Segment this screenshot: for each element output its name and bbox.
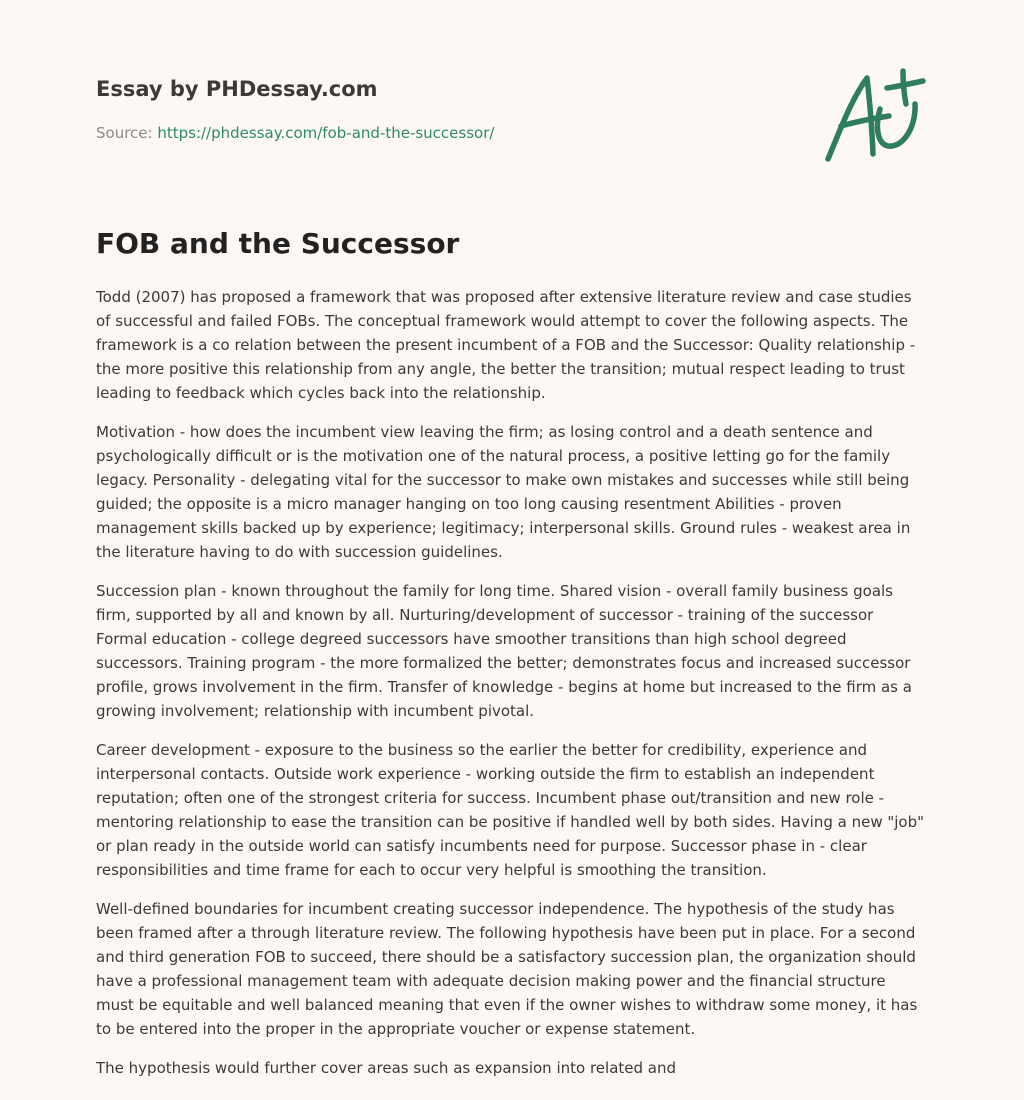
source-label: Source: xyxy=(96,124,158,142)
essay-body xyxy=(96,285,928,1095)
essay-paragraph: Well-defined boundaries for incumbent creating successor independence. The hypothesis of the study has been framed after a through literature review. The following hypothesis have been put in place. For a second and third generation FOB to succeed, there should be a satisfactory succession plan, the organization should have a professional management team with adequate decision making power and the financial structure must be equitable and well balanced meaning that even if the owner wishes to withdraw some money, it has to be entered into the proper in the appropriate voucher or expense statement. xyxy=(96,900,918,1038)
a-plus-logo xyxy=(823,66,928,166)
source-line xyxy=(96,124,494,142)
essay-paragraph: Motivation - how does the incumbent view leaving the firm; as losing control and a death sentence and psychologically difficult or is the motivation one of the natural process, a positive letting go for the family legacy. Personality - delegating vital for the successor to make own mistakes and successes while still being guided; the opposite is a micro manager hanging on too long causing resentment Abilities - proven management skills backed up by experience; legitimacy; interpersonal skills. Ground rules - weakest area in the literature having to do with succession guidelines. xyxy=(96,423,911,561)
essay-title: FOB and the Successor xyxy=(96,227,460,260)
site-brand: Essay by PHDessay.com xyxy=(96,77,378,101)
essay-paragraph: The hypothesis would further cover areas such as expansion into related and xyxy=(96,1059,677,1077)
essay-paragraph: Career development - exposure to the business so the earlier the better for credibility, experience and interpersonal contacts. Outside work experience - working outside the firm to establish an independent reputation; often one of the strongest criteria for success. Incumbent phase out/transition and new role - mentoring relationship to ease the transition can be positive if handled well by both sides. Having a new "job" or plan ready in the outside world can satisfy incumbents need for purpose. Successor phase in - clear responsibilities and time frame for each to occur very helpful is smoothing the transition. xyxy=(96,741,925,879)
essay-paragraph: Succession plan - known throughout the family for long time. Shared vision - overall family business goals firm, supported by all and known by all. Nurturing/development of successor - training of the successor Formal education - college degreed successors have smoother transitions than high school degreed successors. Training program - the more formalized the better; demonstrates focus and increased successor profile, grows involvement in the firm. Transfer of knowledge - begins at home but increased to the firm as a growing involvement; relationship with incumbent pivotal. xyxy=(96,582,912,720)
source-link[interactable]: https://phdessay.com/fob-and-the-successor/ xyxy=(157,124,495,142)
essay-paragraph: Todd (2007) has proposed a framework that was proposed after extensive literature review and case studies of successful and failed FOBs. The conceptual framework would attempt to cover the following aspects. The framework is a co relation between the present incumbent of a FOB and the Successor: Quality relationship - the more positive this relationship from any angle, the better the transition; mutual respect leading to trust leading to feedback which cycles back into the relationship. xyxy=(96,288,916,402)
